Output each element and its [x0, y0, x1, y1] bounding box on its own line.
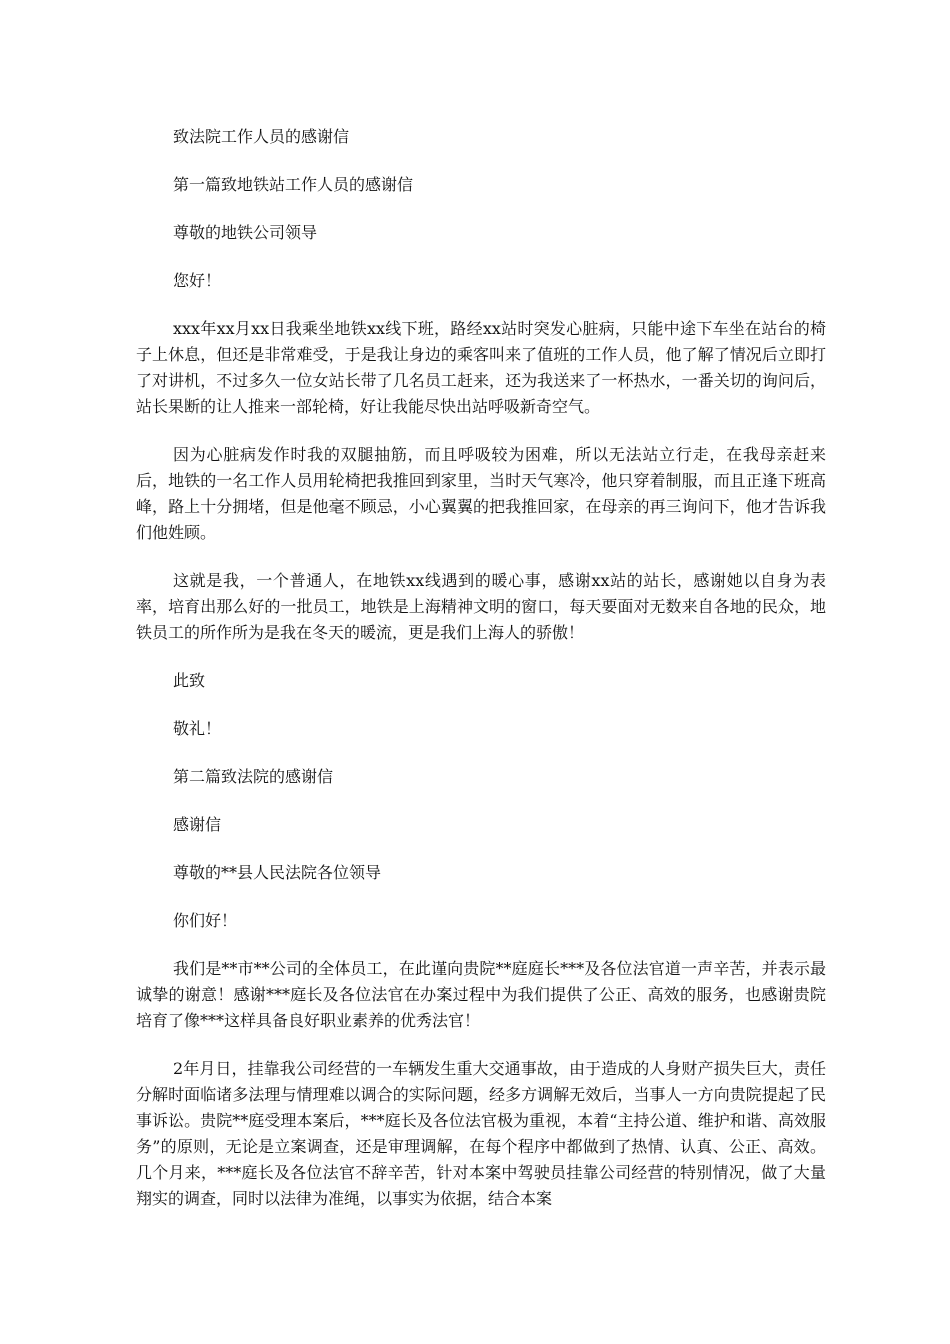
part2-greeting: 你们好！: [173, 911, 238, 930]
part2-heading: 第二篇致法院的感谢信: [173, 767, 334, 786]
part1-closing-1: 此致: [173, 671, 206, 690]
document-title: 致法院工作人员的感谢信: [173, 127, 350, 146]
part1-heading: 第一篇致地铁站工作人员的感谢信: [173, 175, 414, 194]
document-body: [136, 124, 826, 1212]
part1-salutation: 尊敬的地铁公司领导: [173, 223, 318, 242]
part2-paragraph-2: 2年月日，挂靠我公司经营的一车辆发生重大交通事故，由于造成的人身财产损失巨大，责任分解时面临诸多法理与情理难以调合的实际问题，经多方调解无效后，当事人一方向贵院提起了民事诉讼。贵院**庭受理本案后，***庭长及各位法官极为重视，本着“主持公道、维护和谐、高效服务”的原则，无论是立案调查，还是审理调解，在每个程序中都做到了热情、认真、公正、高效。几个月来，***庭长及各位法官不辞辛苦，针对本案中驾驶员挂靠公司经营的特别情况，做了大量翔实的调查，同时以法律为准绳，以事实为依据，结合本案: [136, 1059, 826, 1208]
part1-paragraph-1: xxx年xx月xx日我乘坐地铁xx线下班，路经xx站时突发心脏病，只能中途下车坐在站台的椅子上休息，但还是非常难受，于是我让身边的乘客叫来了值班的工作人员，他了解了情况后立即打了对讲机，不过多久一位女站长带了几名员工赶来，还为我送来了一杯热水，一番关切的询问后，站长果断的让人推来一部轮椅，好让我能尽快出站呼吸新奇空气。: [136, 319, 826, 416]
part1-closing-2: 敬礼！: [173, 719, 222, 738]
part1-greeting: 您好！: [173, 271, 222, 290]
part2-paragraph-1: 我们是**市**公司的全体员工，在此谨向贵院**庭庭长***及各位法官道一声辛苦，并表示最诚挚的谢意！感谢***庭长及各位法官在办案过程中为我们提供了公正、高效的服务，也感谢贵院培育了像***这样具备良好职业素养的优秀法官！: [136, 959, 826, 1030]
part2-salutation: 尊敬的**县人民法院各位领导: [173, 863, 382, 882]
part1-paragraph-2: 因为心脏病发作时我的双腿抽筋，而且呼吸较为困难，所以无法站立行走，在我母亲赶来后，地铁的一名工作人员用轮椅把我推回到家里，当时天气寒冷，他只穿着制服，而且正逢下班高峰，路上十分拥堵，但是他毫不顾忌，小心翼翼的把我推回家，在母亲的再三询问下，他才告诉我们他姓顾。: [136, 445, 826, 542]
part1-paragraph-3: 这就是我，一个普通人，在地铁xx线遇到的暖心事，感谢xx站的站长，感谢她以自身为表率，培育出那么好的一批员工，地铁是上海精神文明的窗口，每天要面对无数来自各地的民众，地铁员工的所作所为是我在冬天的暖流，更是我们上海人的骄傲！: [136, 571, 826, 642]
part2-subtitle: 感谢信: [173, 815, 222, 834]
